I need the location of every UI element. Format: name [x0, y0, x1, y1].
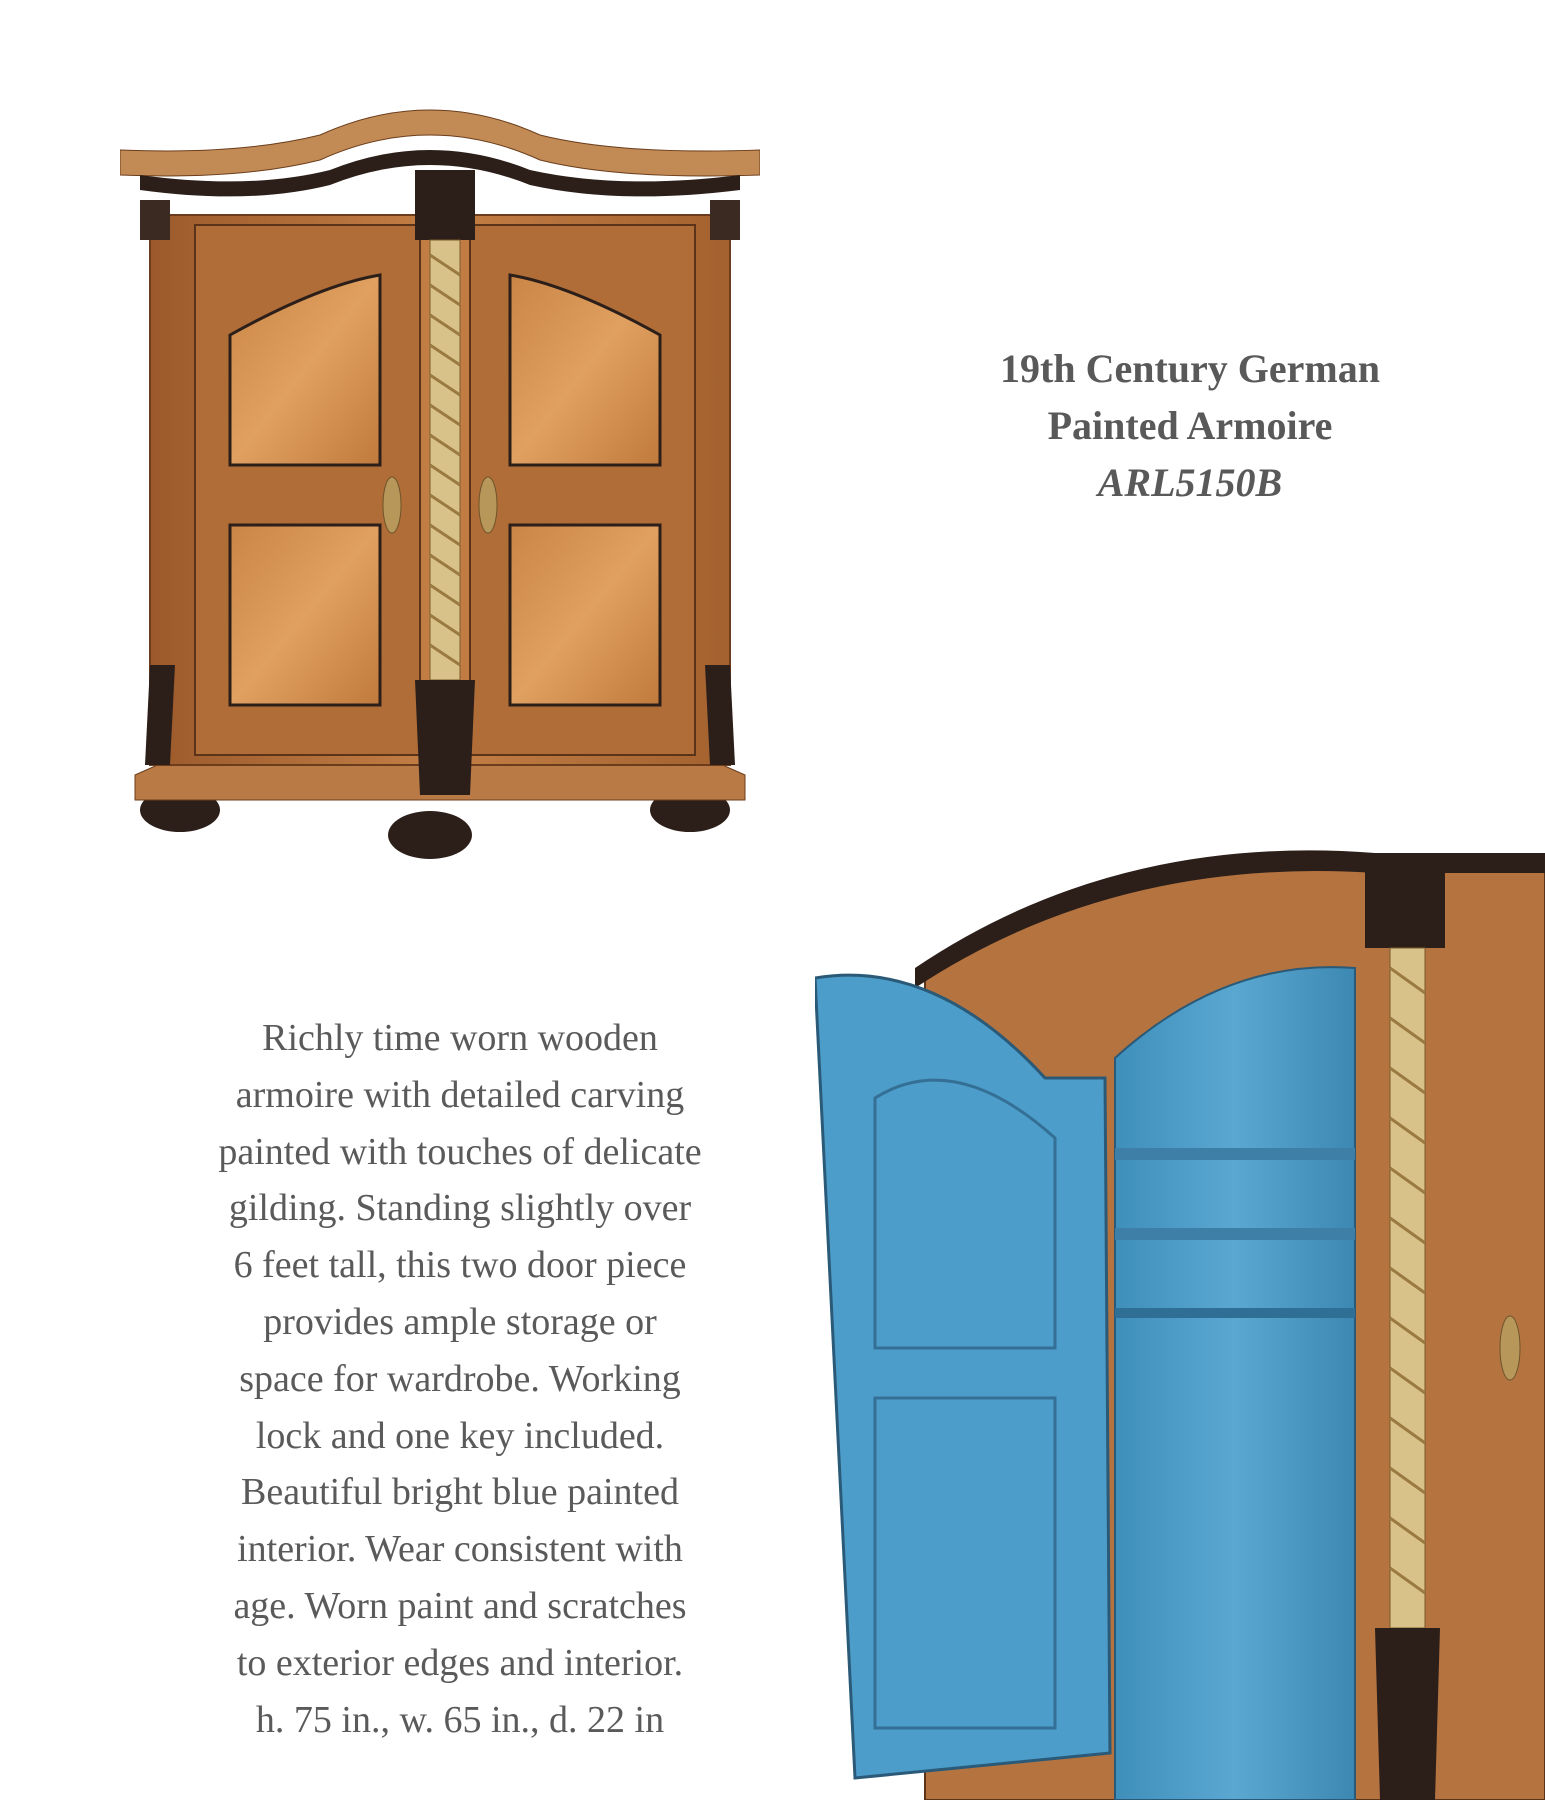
description-line: Richly time worn wooden — [262, 1017, 658, 1059]
product-description — [180, 1010, 740, 1748]
description-line: provides ample storage or — [263, 1300, 657, 1343]
description-line: painted with touches of delicate — [218, 1130, 702, 1173]
description-line: gilding. Standing slightly over — [228, 1187, 692, 1230]
armoire-open-photo — [815, 848, 1545, 1800]
description-line: space for wardrobe. Working — [239, 1357, 681, 1400]
product-title-block — [930, 340, 1450, 511]
description-line: Beautiful bright blue painted — [241, 1471, 679, 1514]
description-line: interior. Wear consistent with — [237, 1528, 683, 1571]
product-sku: ARL5150B — [1097, 460, 1283, 505]
armoire-closed-photo — [120, 75, 760, 875]
description-line: 6 feet tall, this two door piece — [233, 1244, 687, 1287]
product-title-line2: Painted Armoire — [1047, 403, 1333, 448]
description-line: to exterior edges and interior. — [236, 1641, 684, 1684]
dimensions-line: h. 75 in., w. 65 in., d. 22 in — [255, 1698, 665, 1741]
description-line: age. Worn paint and scratches — [233, 1584, 687, 1627]
product-title-line1: 19th Century German — [1000, 346, 1380, 391]
description-line: lock and one key included. — [255, 1414, 665, 1457]
description-line: armoire with detailed carving — [235, 1073, 685, 1116]
